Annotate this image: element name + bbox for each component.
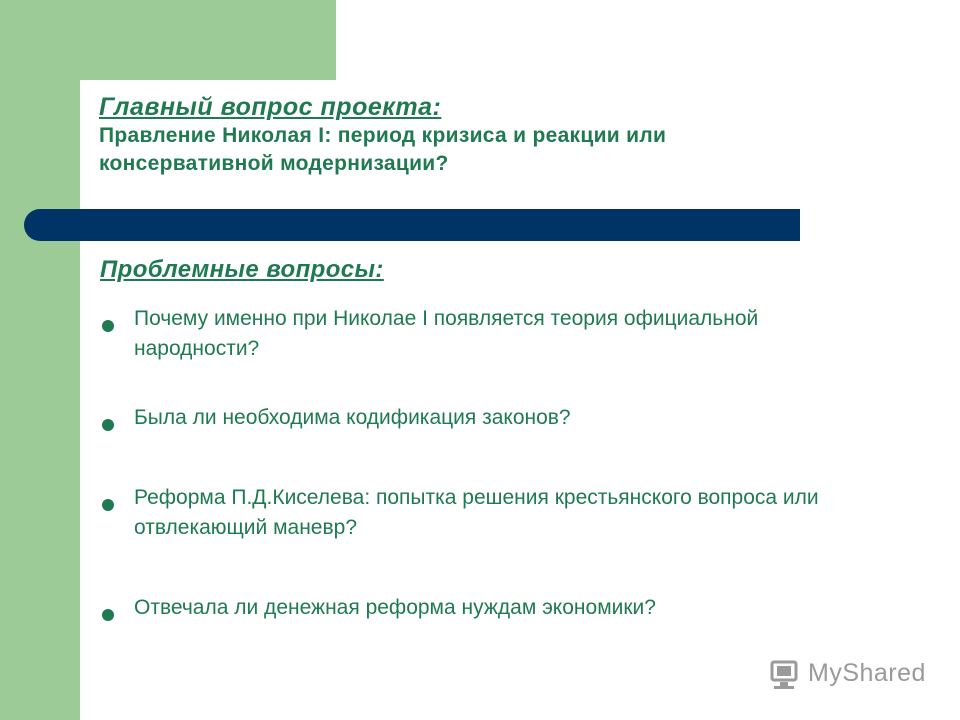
bullet-text: Реформа П.Д.Киселева: попытка решения крестьянского вопроса или отвлекающий маневр? [134, 486, 819, 539]
problems-heading: Проблемные вопросы: [100, 256, 384, 283]
watermark-text: MyShared [808, 659, 926, 687]
bullet-dot-icon [102, 499, 114, 511]
computer-icon [768, 658, 804, 694]
bullet-text: Почему именно при Николае I появляется теория официальной народности? [134, 307, 759, 360]
bullet-text: Отвечала ли денежная реформа нуждам экономики? [134, 596, 656, 619]
bullet-dot-icon [102, 609, 114, 621]
watermark-logo [768, 656, 938, 696]
slide-subtitle: Правление Николая I: период кризиса и реакции или консервативной модернизации? [99, 124, 667, 175]
divider-bar [24, 209, 800, 241]
bullet-dot-icon [102, 320, 114, 332]
left-green-band [0, 0, 80, 720]
top-green-band [0, 0, 336, 80]
title-block [99, 92, 819, 178]
bullet-dot-icon [102, 419, 114, 431]
slide-title: Главный вопрос проекта: [99, 93, 442, 121]
bullet-text: Была ли необходима кодификация законов? [134, 406, 571, 429]
